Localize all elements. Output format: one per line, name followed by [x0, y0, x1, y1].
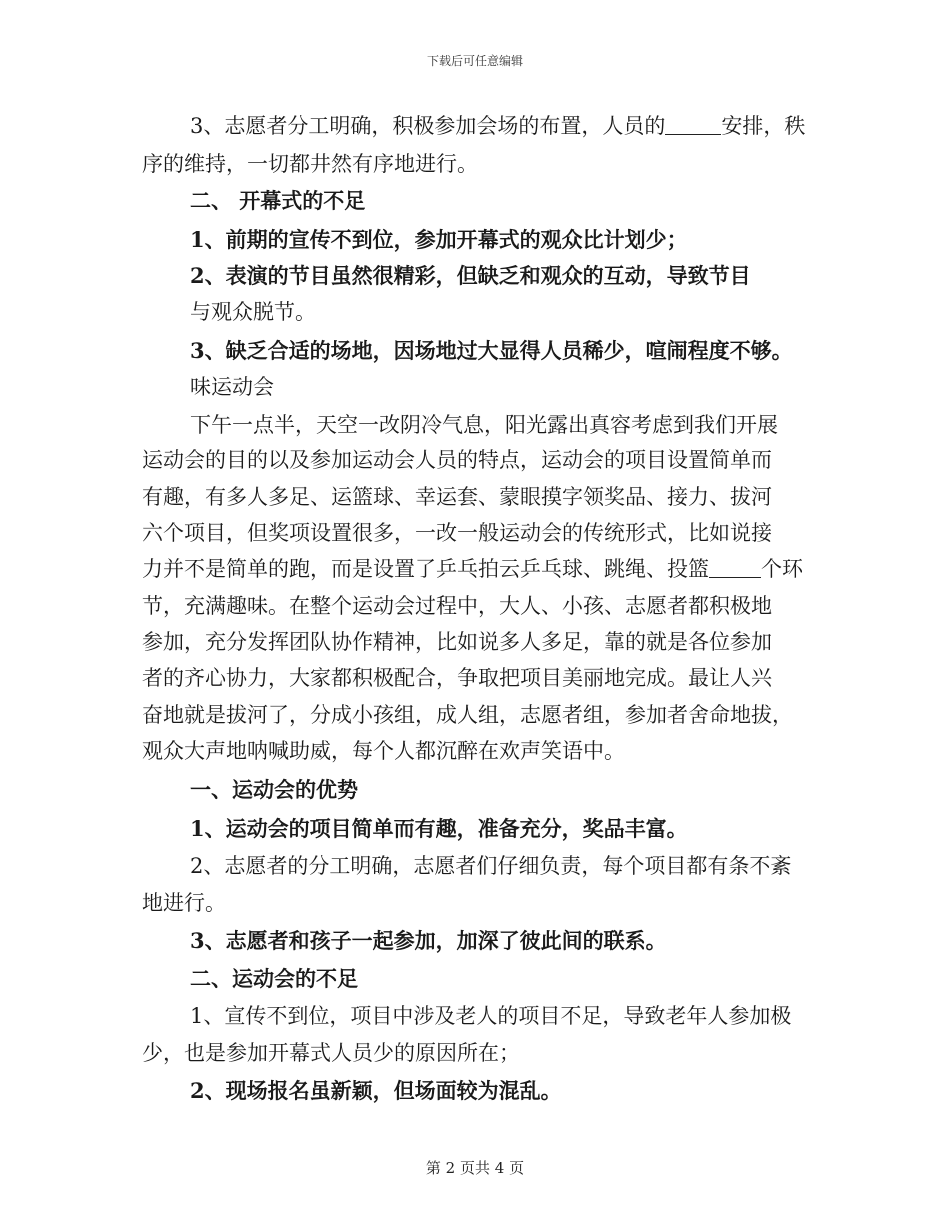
paragraph-line	[142, 555, 803, 583]
paragraph-line: 地进行。	[142, 891, 226, 915]
text-segment: 个环	[761, 557, 803, 581]
paragraph-line: 有趣，有多人多足、运篮球、幸运套、蒙眼摸字领奖品、接力、拔河	[142, 485, 772, 509]
section-heading: 二、 开幕式的不足	[190, 188, 366, 213]
page-footer: 第 2 页共 4 页	[425, 1159, 525, 1177]
paragraph-line: 观众大声地呐喊助威，每个人都沉醉在欢声笑语中。	[142, 739, 625, 763]
paragraph-line: 参加，充分发挥团队协作精神，比如说多人多足，靠的就是各位参加	[142, 630, 772, 654]
list-item: 2、表演的节目虽然很精彩，但缺乏和观众的互动，导致节目	[190, 263, 751, 288]
paragraph-line: 下午一点半，天空一改阴冷气息，阳光露出真容考虑到我们开展	[190, 413, 778, 437]
paragraph-line: 与观众脱节。	[190, 300, 316, 324]
list-item: 1、宣传不到位，项目中涉及老人的项目不足，导致老年人参加极	[190, 1004, 792, 1028]
list-item: 1、前期的宣传不到位，参加开幕式的观众比计划少；	[190, 227, 688, 252]
list-item: 3、缺乏合适的场地，因场地过大显得人员稀少，喧闹程度不够。	[190, 338, 793, 363]
paragraph-line: 味运动会	[190, 375, 274, 399]
page-header: 下载后可任意编辑	[426, 54, 523, 68]
list-item: 1、运动会的项目简单而有趣，准备充分，奖品丰富。	[190, 816, 688, 841]
paragraph-line: 者的齐心协力，大家都积极配合，争取把项目美丽地完成。最让人兴	[142, 666, 772, 690]
text-segment: 安排，秩	[721, 114, 806, 138]
paragraph-line: 少，也是参加开幕式人员少的原因所在；	[142, 1041, 520, 1065]
paragraph-line: 运动会的目的以及参加运动会人员的特点，运动会的项目设置简单而	[142, 448, 772, 472]
text-segment: 3、志愿者分工明确，积极参加会场的布置，人员的	[190, 114, 666, 138]
section-heading: 二、运动会的不足	[190, 966, 358, 991]
fill-blank	[709, 557, 761, 578]
text-segment: 力并不是简单的跑，而是设置了乒乓拍云乒乓球、跳绳、投篮	[142, 557, 709, 581]
fill-blank	[665, 114, 721, 135]
paragraph-line: 奋地就是拔河了，分成小孩组，成人组，志愿者组，参加者舍命地拔，	[142, 703, 793, 727]
list-item: 2、志愿者的分工明确，志愿者们仔细负责，每个项目都有条不紊	[190, 854, 792, 878]
list-item: 3、志愿者和孩子一起参加，加深了彼此间的联系。	[190, 928, 667, 953]
paragraph-line	[190, 112, 805, 140]
paragraph-line: 节，充满趣味。在整个运动会过程中，大人、小孩、志愿者都积极地	[142, 594, 772, 618]
section-heading: 一、运动会的优势	[190, 777, 358, 802]
paragraph-line: 六个项目，但奖项设置很多，一改一般运动会的传统形式，比如说接	[142, 521, 772, 545]
list-item: 2、现场报名虽新颖，但场面较为混乱。	[190, 1078, 562, 1103]
paragraph-line: 序的维持，一切都井然有序地进行。	[142, 152, 478, 176]
